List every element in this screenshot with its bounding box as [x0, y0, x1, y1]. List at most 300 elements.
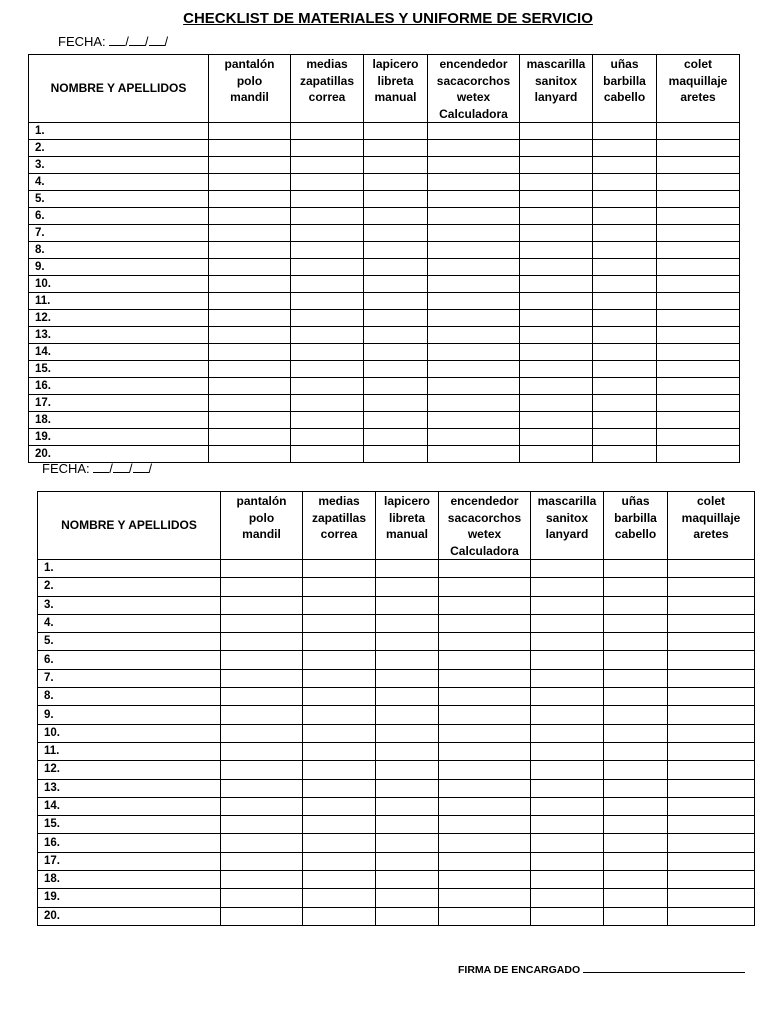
check-cell[interactable] [291, 174, 364, 191]
check-cell[interactable] [209, 344, 291, 361]
check-cell[interactable] [364, 140, 428, 157]
check-cell[interactable] [221, 669, 303, 687]
check-cell[interactable] [376, 779, 439, 797]
row-name-cell[interactable]: 3. [29, 157, 209, 174]
check-cell[interactable] [604, 578, 668, 596]
check-cell[interactable] [376, 614, 439, 632]
check-cell[interactable] [209, 412, 291, 429]
check-cell[interactable] [221, 834, 303, 852]
check-cell[interactable] [303, 834, 376, 852]
check-cell[interactable] [428, 225, 520, 242]
check-cell[interactable] [291, 157, 364, 174]
check-cell[interactable] [376, 578, 439, 596]
row-name-cell[interactable]: 11. [38, 742, 221, 760]
check-cell[interactable] [531, 706, 604, 724]
check-cell[interactable] [376, 688, 439, 706]
check-cell[interactable] [209, 293, 291, 310]
check-cell[interactable] [303, 779, 376, 797]
check-cell[interactable] [668, 834, 755, 852]
check-cell[interactable] [376, 816, 439, 834]
check-cell[interactable] [376, 742, 439, 760]
check-cell[interactable] [221, 596, 303, 614]
check-cell[interactable] [376, 706, 439, 724]
date-day-blank[interactable] [93, 460, 109, 473]
check-cell[interactable] [428, 140, 520, 157]
check-cell[interactable] [303, 797, 376, 815]
check-cell[interactable] [604, 742, 668, 760]
check-cell[interactable] [531, 871, 604, 889]
check-cell[interactable] [520, 378, 593, 395]
check-cell[interactable] [520, 225, 593, 242]
row-name-cell[interactable]: 2. [38, 578, 221, 596]
check-cell[interactable] [376, 907, 439, 925]
check-cell[interactable] [520, 276, 593, 293]
row-name-cell[interactable]: 18. [29, 412, 209, 429]
check-cell[interactable] [439, 724, 531, 742]
check-cell[interactable] [376, 596, 439, 614]
check-cell[interactable] [593, 395, 657, 412]
row-name-cell[interactable]: 17. [38, 852, 221, 870]
row-name-cell[interactable]: 11. [29, 293, 209, 310]
check-cell[interactable] [657, 293, 740, 310]
row-name-cell[interactable]: 12. [29, 310, 209, 327]
check-cell[interactable] [303, 724, 376, 742]
check-cell[interactable] [209, 327, 291, 344]
check-cell[interactable] [209, 378, 291, 395]
check-cell[interactable] [439, 596, 531, 614]
check-cell[interactable] [593, 378, 657, 395]
check-cell[interactable] [657, 140, 740, 157]
check-cell[interactable] [428, 242, 520, 259]
check-cell[interactable] [593, 242, 657, 259]
check-cell[interactable] [364, 378, 428, 395]
check-cell[interactable] [593, 157, 657, 174]
check-cell[interactable] [376, 797, 439, 815]
check-cell[interactable] [593, 344, 657, 361]
check-cell[interactable] [209, 395, 291, 412]
check-cell[interactable] [221, 706, 303, 724]
check-cell[interactable] [657, 429, 740, 446]
check-cell[interactable] [604, 797, 668, 815]
check-cell[interactable] [657, 276, 740, 293]
check-cell[interactable] [604, 669, 668, 687]
row-name-cell[interactable]: 9. [38, 706, 221, 724]
date-day-blank[interactable] [109, 33, 125, 46]
check-cell[interactable] [657, 174, 740, 191]
check-cell[interactable] [657, 310, 740, 327]
check-cell[interactable] [291, 123, 364, 140]
check-cell[interactable] [291, 259, 364, 276]
check-cell[interactable] [657, 259, 740, 276]
check-cell[interactable] [376, 834, 439, 852]
row-name-cell[interactable]: 10. [38, 724, 221, 742]
check-cell[interactable] [520, 344, 593, 361]
check-cell[interactable] [668, 797, 755, 815]
check-cell[interactable] [668, 907, 755, 925]
date-field-2[interactable] [42, 460, 152, 476]
check-cell[interactable] [668, 852, 755, 870]
check-cell[interactable] [593, 259, 657, 276]
check-cell[interactable] [364, 123, 428, 140]
check-cell[interactable] [520, 429, 593, 446]
check-cell[interactable] [604, 889, 668, 907]
check-cell[interactable] [531, 560, 604, 578]
check-cell[interactable] [531, 779, 604, 797]
check-cell[interactable] [668, 761, 755, 779]
check-cell[interactable] [668, 779, 755, 797]
check-cell[interactable] [439, 578, 531, 596]
row-name-cell[interactable]: 17. [29, 395, 209, 412]
check-cell[interactable] [291, 276, 364, 293]
check-cell[interactable] [604, 706, 668, 724]
check-cell[interactable] [439, 797, 531, 815]
row-name-cell[interactable]: 5. [38, 633, 221, 651]
check-cell[interactable] [209, 157, 291, 174]
check-cell[interactable] [209, 361, 291, 378]
check-cell[interactable] [531, 724, 604, 742]
check-cell[interactable] [291, 310, 364, 327]
check-cell[interactable] [657, 395, 740, 412]
row-name-cell[interactable]: 8. [38, 688, 221, 706]
row-name-cell[interactable]: 14. [29, 344, 209, 361]
check-cell[interactable] [364, 242, 428, 259]
check-cell[interactable] [376, 669, 439, 687]
row-name-cell[interactable]: 9. [29, 259, 209, 276]
check-cell[interactable] [520, 327, 593, 344]
check-cell[interactable] [428, 174, 520, 191]
check-cell[interactable] [668, 724, 755, 742]
check-cell[interactable] [221, 742, 303, 760]
check-cell[interactable] [303, 852, 376, 870]
check-cell[interactable] [668, 596, 755, 614]
check-cell[interactable] [520, 157, 593, 174]
check-cell[interactable] [439, 688, 531, 706]
check-cell[interactable] [291, 225, 364, 242]
check-cell[interactable] [604, 724, 668, 742]
check-cell[interactable] [291, 293, 364, 310]
check-cell[interactable] [520, 174, 593, 191]
check-cell[interactable] [303, 560, 376, 578]
check-cell[interactable] [221, 633, 303, 651]
check-cell[interactable] [221, 816, 303, 834]
row-name-cell[interactable]: 10. [29, 276, 209, 293]
check-cell[interactable] [209, 174, 291, 191]
check-cell[interactable] [364, 446, 428, 463]
check-cell[interactable] [291, 378, 364, 395]
check-cell[interactable] [593, 174, 657, 191]
check-cell[interactable] [364, 174, 428, 191]
check-cell[interactable] [604, 907, 668, 925]
check-cell[interactable] [291, 395, 364, 412]
check-cell[interactable] [439, 889, 531, 907]
check-cell[interactable] [428, 123, 520, 140]
check-cell[interactable] [364, 310, 428, 327]
row-name-cell[interactable]: 4. [29, 174, 209, 191]
check-cell[interactable] [520, 361, 593, 378]
check-cell[interactable] [291, 446, 364, 463]
check-cell[interactable] [439, 633, 531, 651]
check-cell[interactable] [668, 742, 755, 760]
check-cell[interactable] [209, 276, 291, 293]
check-cell[interactable] [531, 614, 604, 632]
check-cell[interactable] [428, 191, 520, 208]
check-cell[interactable] [657, 157, 740, 174]
row-name-cell[interactable]: 8. [29, 242, 209, 259]
check-cell[interactable] [364, 259, 428, 276]
date-month-blank[interactable] [113, 460, 129, 473]
check-cell[interactable] [520, 412, 593, 429]
check-cell[interactable] [364, 293, 428, 310]
date-field-1[interactable] [58, 33, 168, 49]
check-cell[interactable] [439, 761, 531, 779]
check-cell[interactable] [439, 816, 531, 834]
check-cell[interactable] [531, 834, 604, 852]
check-cell[interactable] [439, 742, 531, 760]
check-cell[interactable] [439, 651, 531, 669]
check-cell[interactable] [439, 834, 531, 852]
check-cell[interactable] [376, 633, 439, 651]
check-cell[interactable] [668, 706, 755, 724]
row-name-cell[interactable]: 16. [29, 378, 209, 395]
check-cell[interactable] [221, 889, 303, 907]
check-cell[interactable] [303, 651, 376, 669]
check-cell[interactable] [531, 852, 604, 870]
check-cell[interactable] [209, 259, 291, 276]
check-cell[interactable] [303, 578, 376, 596]
check-cell[interactable] [657, 378, 740, 395]
row-name-cell[interactable]: 14. [38, 797, 221, 815]
check-cell[interactable] [364, 344, 428, 361]
check-cell[interactable] [364, 327, 428, 344]
check-cell[interactable] [520, 446, 593, 463]
check-cell[interactable] [364, 395, 428, 412]
check-cell[interactable] [668, 669, 755, 687]
check-cell[interactable] [593, 208, 657, 225]
check-cell[interactable] [209, 208, 291, 225]
check-cell[interactable] [439, 871, 531, 889]
check-cell[interactable] [376, 852, 439, 870]
row-name-cell[interactable]: 1. [29, 123, 209, 140]
check-cell[interactable] [593, 429, 657, 446]
check-cell[interactable] [531, 596, 604, 614]
check-cell[interactable] [291, 191, 364, 208]
check-cell[interactable] [668, 614, 755, 632]
check-cell[interactable] [520, 259, 593, 276]
check-cell[interactable] [657, 412, 740, 429]
row-name-cell[interactable]: 12. [38, 761, 221, 779]
check-cell[interactable] [428, 259, 520, 276]
check-cell[interactable] [531, 633, 604, 651]
row-name-cell[interactable]: 19. [38, 889, 221, 907]
check-cell[interactable] [439, 852, 531, 870]
check-cell[interactable] [657, 225, 740, 242]
check-cell[interactable] [209, 123, 291, 140]
check-cell[interactable] [668, 688, 755, 706]
check-cell[interactable] [291, 208, 364, 225]
check-cell[interactable] [604, 596, 668, 614]
check-cell[interactable] [604, 852, 668, 870]
check-cell[interactable] [604, 614, 668, 632]
signature-line[interactable] [583, 962, 745, 973]
check-cell[interactable] [209, 310, 291, 327]
check-cell[interactable] [428, 361, 520, 378]
check-cell[interactable] [668, 889, 755, 907]
check-cell[interactable] [209, 225, 291, 242]
check-cell[interactable] [376, 871, 439, 889]
check-cell[interactable] [531, 816, 604, 834]
check-cell[interactable] [604, 651, 668, 669]
check-cell[interactable] [364, 276, 428, 293]
check-cell[interactable] [303, 706, 376, 724]
check-cell[interactable] [221, 871, 303, 889]
row-name-cell[interactable]: 7. [29, 225, 209, 242]
check-cell[interactable] [291, 361, 364, 378]
check-cell[interactable] [303, 742, 376, 760]
check-cell[interactable] [531, 889, 604, 907]
check-cell[interactable] [364, 157, 428, 174]
check-cell[interactable] [221, 614, 303, 632]
check-cell[interactable] [376, 724, 439, 742]
check-cell[interactable] [668, 871, 755, 889]
row-name-cell[interactable]: 20. [29, 446, 209, 463]
check-cell[interactable] [668, 578, 755, 596]
check-cell[interactable] [428, 344, 520, 361]
check-cell[interactable] [604, 871, 668, 889]
check-cell[interactable] [303, 669, 376, 687]
check-cell[interactable] [303, 633, 376, 651]
check-cell[interactable] [303, 816, 376, 834]
check-cell[interactable] [221, 779, 303, 797]
check-cell[interactable] [428, 429, 520, 446]
check-cell[interactable] [376, 761, 439, 779]
check-cell[interactable] [439, 907, 531, 925]
check-cell[interactable] [668, 560, 755, 578]
check-cell[interactable] [291, 344, 364, 361]
check-cell[interactable] [520, 293, 593, 310]
check-cell[interactable] [593, 225, 657, 242]
signature-field[interactable] [458, 962, 745, 976]
row-name-cell[interactable]: 13. [29, 327, 209, 344]
row-name-cell[interactable]: 4. [38, 614, 221, 632]
check-cell[interactable] [593, 446, 657, 463]
check-cell[interactable] [604, 816, 668, 834]
check-cell[interactable] [531, 761, 604, 779]
check-cell[interactable] [291, 140, 364, 157]
check-cell[interactable] [604, 779, 668, 797]
check-cell[interactable] [209, 242, 291, 259]
check-cell[interactable] [291, 327, 364, 344]
check-cell[interactable] [221, 852, 303, 870]
check-cell[interactable] [428, 310, 520, 327]
check-cell[interactable] [428, 208, 520, 225]
check-cell[interactable] [221, 651, 303, 669]
check-cell[interactable] [531, 688, 604, 706]
check-cell[interactable] [657, 327, 740, 344]
check-cell[interactable] [531, 578, 604, 596]
check-cell[interactable] [520, 123, 593, 140]
check-cell[interactable] [364, 412, 428, 429]
check-cell[interactable] [593, 123, 657, 140]
check-cell[interactable] [520, 191, 593, 208]
check-cell[interactable] [593, 293, 657, 310]
check-cell[interactable] [303, 907, 376, 925]
check-cell[interactable] [428, 395, 520, 412]
check-cell[interactable] [604, 633, 668, 651]
check-cell[interactable] [428, 157, 520, 174]
row-name-cell[interactable]: 19. [29, 429, 209, 446]
row-name-cell[interactable]: 16. [38, 834, 221, 852]
check-cell[interactable] [303, 871, 376, 889]
check-cell[interactable] [428, 293, 520, 310]
check-cell[interactable] [657, 208, 740, 225]
check-cell[interactable] [668, 633, 755, 651]
check-cell[interactable] [291, 429, 364, 446]
check-cell[interactable] [593, 361, 657, 378]
row-name-cell[interactable]: 1. [38, 560, 221, 578]
check-cell[interactable] [657, 123, 740, 140]
date-year-blank[interactable] [149, 33, 165, 46]
check-cell[interactable] [303, 688, 376, 706]
check-cell[interactable] [593, 191, 657, 208]
check-cell[interactable] [303, 596, 376, 614]
date-month-blank[interactable] [129, 33, 145, 46]
row-name-cell[interactable]: 6. [38, 651, 221, 669]
check-cell[interactable] [657, 191, 740, 208]
row-name-cell[interactable]: 7. [38, 669, 221, 687]
check-cell[interactable] [303, 761, 376, 779]
check-cell[interactable] [520, 310, 593, 327]
row-name-cell[interactable]: 5. [29, 191, 209, 208]
check-cell[interactable] [209, 429, 291, 446]
check-cell[interactable] [593, 276, 657, 293]
check-cell[interactable] [604, 761, 668, 779]
row-name-cell[interactable]: 3. [38, 596, 221, 614]
row-name-cell[interactable]: 15. [29, 361, 209, 378]
check-cell[interactable] [291, 242, 364, 259]
check-cell[interactable] [221, 578, 303, 596]
check-cell[interactable] [439, 560, 531, 578]
check-cell[interactable] [439, 706, 531, 724]
check-cell[interactable] [364, 191, 428, 208]
date-year-blank[interactable] [133, 460, 149, 473]
check-cell[interactable] [221, 688, 303, 706]
check-cell[interactable] [221, 724, 303, 742]
row-name-cell[interactable]: 18. [38, 871, 221, 889]
check-cell[interactable] [376, 651, 439, 669]
check-cell[interactable] [364, 208, 428, 225]
check-cell[interactable] [221, 907, 303, 925]
check-cell[interactable] [364, 361, 428, 378]
check-cell[interactable] [668, 651, 755, 669]
check-cell[interactable] [657, 361, 740, 378]
check-cell[interactable] [439, 669, 531, 687]
row-name-cell[interactable]: 2. [29, 140, 209, 157]
check-cell[interactable] [303, 889, 376, 907]
check-cell[interactable] [439, 779, 531, 797]
check-cell[interactable] [439, 614, 531, 632]
check-cell[interactable] [209, 140, 291, 157]
row-name-cell[interactable]: 15. [38, 816, 221, 834]
check-cell[interactable] [221, 560, 303, 578]
check-cell[interactable] [668, 816, 755, 834]
check-cell[interactable] [520, 395, 593, 412]
check-cell[interactable] [657, 344, 740, 361]
check-cell[interactable] [657, 242, 740, 259]
check-cell[interactable] [520, 140, 593, 157]
check-cell[interactable] [209, 191, 291, 208]
check-cell[interactable] [520, 242, 593, 259]
check-cell[interactable] [531, 797, 604, 815]
